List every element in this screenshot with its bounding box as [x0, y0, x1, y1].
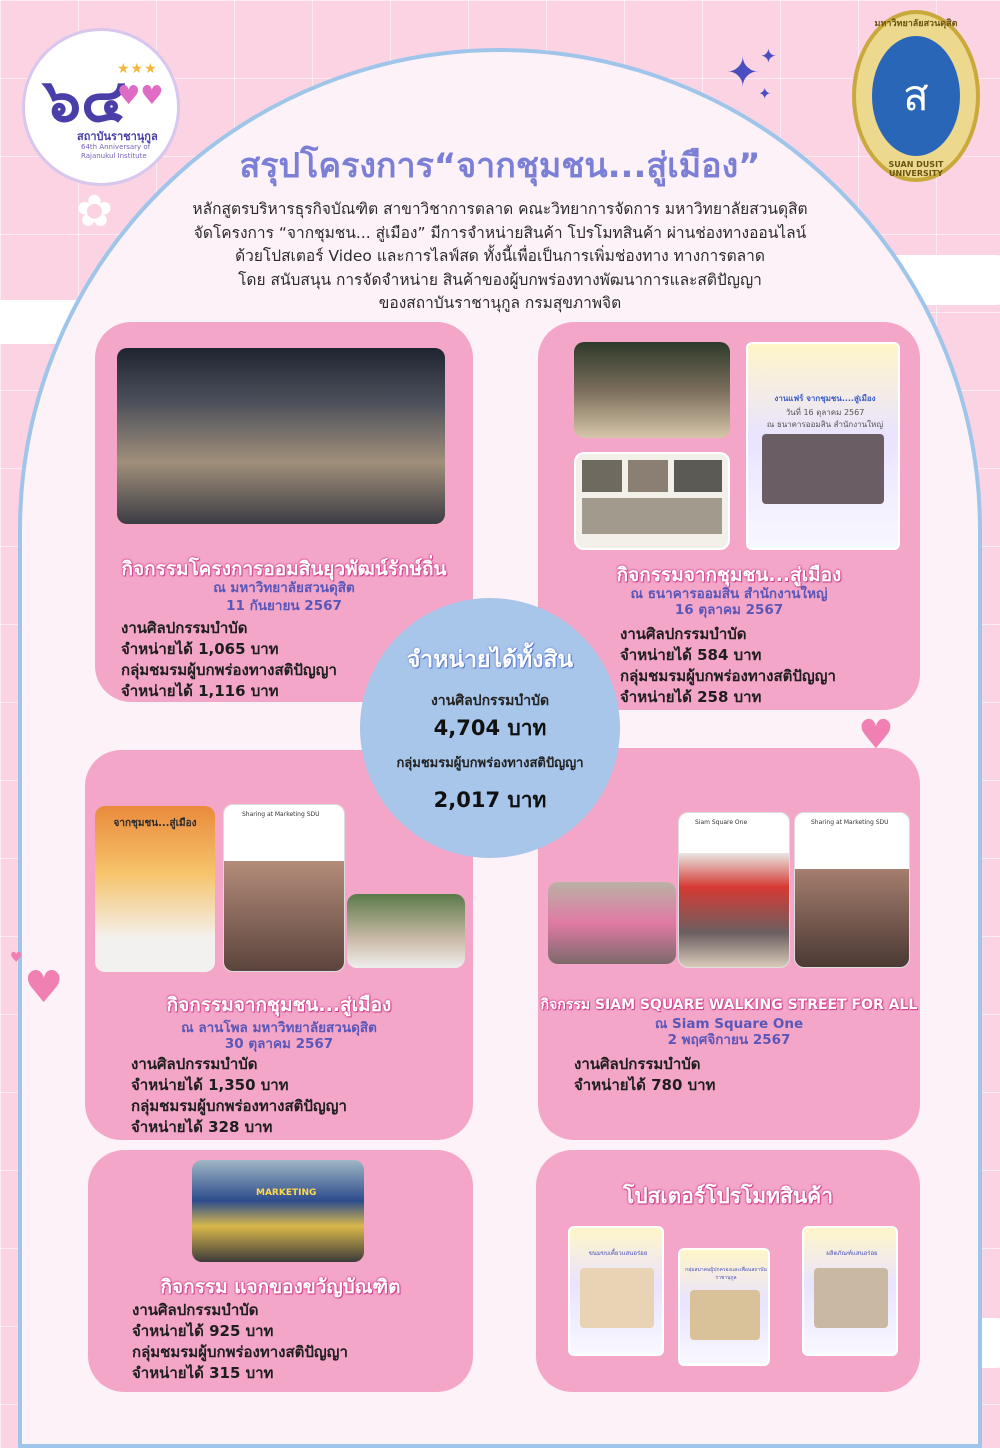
stat-line: กลุ่มชมรมผู้บกพร่องทางสติปัญญา: [132, 1343, 348, 1361]
stat-line: จำหน่ายได้ 584 บาท: [620, 646, 762, 664]
logo-line1: สถาบันราชานุกูล: [77, 130, 158, 143]
activity-place: ณ ลานโพล มหาวิทยาลัยสวนดุสิต: [181, 1020, 377, 1036]
summary-amount-1: 4,704 บาท: [433, 716, 547, 740]
sparkle-small-icon: ✦: [760, 44, 777, 68]
poster-section-title: โปสเตอร์โปรโมทสินค้า: [623, 1184, 833, 1208]
rajanukul-logo: [22, 28, 180, 186]
summary-heading: จำหน่ายได้ทั้งสิน: [406, 647, 574, 673]
stat-line: งานศิลปกรรมบำบัด: [574, 1055, 701, 1073]
stat-line: จำหน่ายได้ 1,065 บาท: [121, 640, 279, 658]
stat-line: จำหน่ายได้ 315 บาท: [132, 1364, 274, 1382]
event-photo: [117, 348, 445, 524]
activity-title: กิจกรรม แจกของขวัญบัณฑิต: [160, 1276, 401, 1298]
poster-line: งานแฟร์ จากชุมชน....สู่เมือง: [774, 394, 876, 403]
intro-line: จัดโครงการ “จากชุมชน... สู่เมือง” มีการจำหน่ายสินค้า โปรโมทสินค้า ผ่านช่องทางออนไลน์: [193, 223, 807, 242]
stat-line: จำหน่ายได้ 1,116 บาท: [121, 682, 279, 700]
post-author: Sharing at Marketing SDU: [811, 819, 889, 826]
activity-date: 16 ตุลาคม 2567: [674, 602, 784, 618]
activity-title: กิจกรรมจากชุมชน...สู่เมือง: [616, 564, 842, 586]
logo-top-text: มหาวิทยาลัยสวนดุสิต: [874, 19, 958, 29]
stat-line: กลุ่มชมรมผู้บกพร่องทางสติปัญญา: [121, 661, 337, 679]
logo-line2: 64th Anniversary of Rajanukul Institute: [81, 143, 151, 160]
summary-label-1: งานศิลปกรรมบำบัด: [430, 693, 550, 709]
social-post-screenshot: [678, 812, 790, 968]
intro-line: โดย สนับสนุน การจัดจำหน่าย สินค้าของผู้บกพร่องทางพัฒนาการและสติปัญญา: [238, 270, 762, 289]
activity-date: 11 กันยายน 2567: [226, 598, 342, 614]
event-poster-halloween: [95, 806, 215, 972]
stat-line: จำหน่ายได้ 780 บาท: [574, 1076, 716, 1094]
poster-line: ผลิตภัณฑ์แสนอร่อย: [826, 1250, 878, 1257]
activity-date: 30 ตุลาคม 2567: [224, 1036, 334, 1052]
activity-date: 2 พฤศจิกายน 2567: [667, 1032, 791, 1048]
summary-label-2: กลุ่มชมรมผู้บกพร่องทางสติปัญญา: [396, 756, 584, 771]
event-photo: [548, 882, 676, 964]
photo-sign: MARKETING: [256, 1188, 317, 1198]
poster-line: กลุ่มสมาคมผู้ปกครองและเพื่อนสถาบันราชานุกูล: [685, 1267, 767, 1281]
stat-line: จำหน่ายได้ 258 บาท: [620, 688, 762, 706]
heart-icon: ♥: [24, 962, 64, 1013]
activity-title: กิจกรรม SIAM SQUARE WALKING STREET FOR ALL: [540, 997, 918, 1013]
page-title: สรุปโครงการ“จากชุมชน...สู่เมือง”: [239, 146, 761, 186]
event-photo: [574, 342, 730, 438]
activity-title: กิจกรรมโครงการออมสินยุวพัฒน์รักษ์ถิ่น: [121, 558, 447, 580]
poster-line: จากชุมชน...สู่เมือง: [113, 818, 197, 829]
social-post-screenshot: [223, 804, 345, 972]
post-author: Sharing at Marketing SDU: [242, 811, 320, 818]
social-post-screenshot: [794, 812, 910, 968]
stars-icon: ★★★: [117, 61, 158, 77]
stat-line: งานศิลปกรรมบำบัด: [132, 1301, 259, 1319]
activity-place: ณ ธนาคารออมสิน สำนักงานใหญ่: [630, 586, 828, 602]
logo-bottom-text: SUAN DUSIT UNIVERSITY: [888, 160, 944, 178]
intro-line: ของสถาบันราชานุกูล กรมสุขภาพจิต: [378, 294, 622, 312]
activity-stats: [132, 1300, 348, 1384]
stat-line: กลุ่มชมรมผู้บกพร่องทางสติปัญญา: [131, 1097, 347, 1115]
event-collage: [574, 452, 730, 550]
activity-stats: [131, 1054, 347, 1138]
activity-title: กิจกรรมจากชุมชน...สู่เมือง: [166, 994, 392, 1016]
poster-line: ณ ธนาคารออมสิน สำนักงานใหญ่: [766, 420, 884, 429]
sparkle-small-icon: ✦: [758, 84, 772, 103]
stat-line: กลุ่มชมรมผู้บกพร่องทางสติปัญญา: [620, 667, 836, 685]
flower-icon: ✿: [76, 186, 113, 237]
poster-line: วันที่ 16 ตุลาคม 2567: [785, 408, 865, 417]
poster-line: ขนมขบเคี้ยวแสนอร่อย: [588, 1250, 648, 1257]
post-location: Siam Square One: [695, 819, 748, 826]
event-poster: [746, 342, 900, 550]
activity-stats: [574, 1054, 715, 1096]
suan-dusit-logo: [852, 10, 980, 182]
stat-line: จำหน่ายได้ 925 บาท: [132, 1322, 274, 1340]
logo-emblem: ส: [872, 36, 960, 156]
stat-line: จำหน่ายได้ 1,350 บาท: [131, 1076, 289, 1094]
promo-poster: [678, 1248, 770, 1366]
heart-icon: ♥: [858, 712, 894, 758]
summary-amount-2: 2,017 บาท: [433, 788, 547, 812]
activity-place: ณ มหาวิทยาลัยสวนดุสิต: [213, 580, 355, 596]
promo-poster: [802, 1226, 898, 1356]
activity-stats: [620, 624, 836, 708]
event-photo: [347, 894, 465, 968]
intro-line: ด้วยโปสเตอร์ Video และการไลฟ์สด ทั้งนี้เพื่อเป็นการเพิ่มช่องทาง ทางการตลาด: [235, 247, 765, 265]
intro-text: [150, 198, 850, 316]
activity-card-5: [88, 1150, 473, 1392]
event-photo: [192, 1160, 364, 1262]
activity-stats: [121, 618, 337, 702]
heart-small-icon: ♥: [10, 950, 23, 966]
activity-place: ณ Siam Square One: [654, 1016, 804, 1032]
intro-line: หลักสูตรบริหารธุรกิจบัณฑิต สาขาวิชาการตลาด คณะวิทยาการจัดการ มหาวิทยาลัยสวนดุสิต: [192, 200, 808, 218]
children-icon: ♥♥: [117, 81, 164, 111]
promo-poster: [568, 1226, 664, 1356]
stat-line: งานศิลปกรรมบำบัด: [131, 1055, 258, 1073]
summary-circle: [360, 598, 620, 858]
stat-line: จำหน่ายได้ 328 บาท: [131, 1118, 273, 1136]
poster-promo-card: [536, 1150, 920, 1392]
stat-line: งานศิลปกรรมบำบัด: [121, 619, 248, 637]
logo-numeral: ๖๔: [43, 66, 127, 136]
stat-line: งานศิลปกรรมบำบัด: [620, 625, 747, 643]
sparkle-icon: ✦: [726, 50, 760, 96]
